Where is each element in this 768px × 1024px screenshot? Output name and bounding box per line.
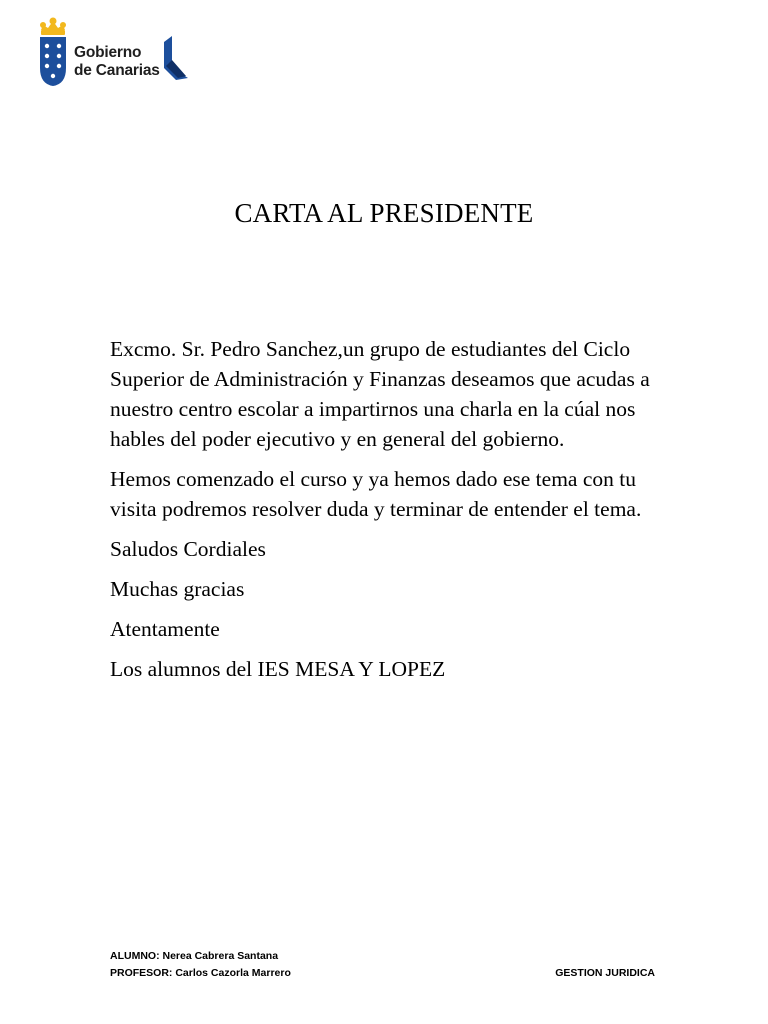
paragraph: Atentamente	[110, 617, 220, 641]
paragraph: Hemos comenzado el curso y ya hemos dado ese tema con tu visita podremos resolver duda y terminar de entender el tema.	[110, 467, 642, 521]
paragraph: Los alumnos del IES MESA Y LOPEZ	[110, 657, 446, 681]
logo-line-2: de Canarias	[74, 62, 160, 79]
letter-body	[110, 334, 670, 694]
gobierno-de-canarias-logo	[36, 16, 192, 88]
paragraph: Excmo. Sr. Pedro Sanchez,un grupo de estudiantes del Ciclo Superior de Administración y Finanzas deseamos que acudas a nuestro centro escolar a impartirnos una charla en la cúal nos hables del poder ejecutivo y en general del gobierno.	[110, 337, 650, 451]
page-title: CARTA AL PRESIDENTE	[234, 198, 534, 228]
footer-teacher: PROFESOR: Carlos Cazorla Marrero	[110, 967, 291, 979]
page-footer	[110, 948, 670, 982]
footer-student: ALUMNO: Nerea Cabrera Santana	[110, 950, 279, 962]
logo-line-1: Gobierno	[74, 44, 142, 61]
footer-subject: GESTION JURIDICA	[555, 967, 655, 979]
footer-row	[110, 965, 655, 982]
paragraph: Muchas gracias	[110, 577, 245, 601]
paragraph: Saludos Cordiales	[110, 537, 266, 561]
logo-text	[74, 44, 160, 80]
